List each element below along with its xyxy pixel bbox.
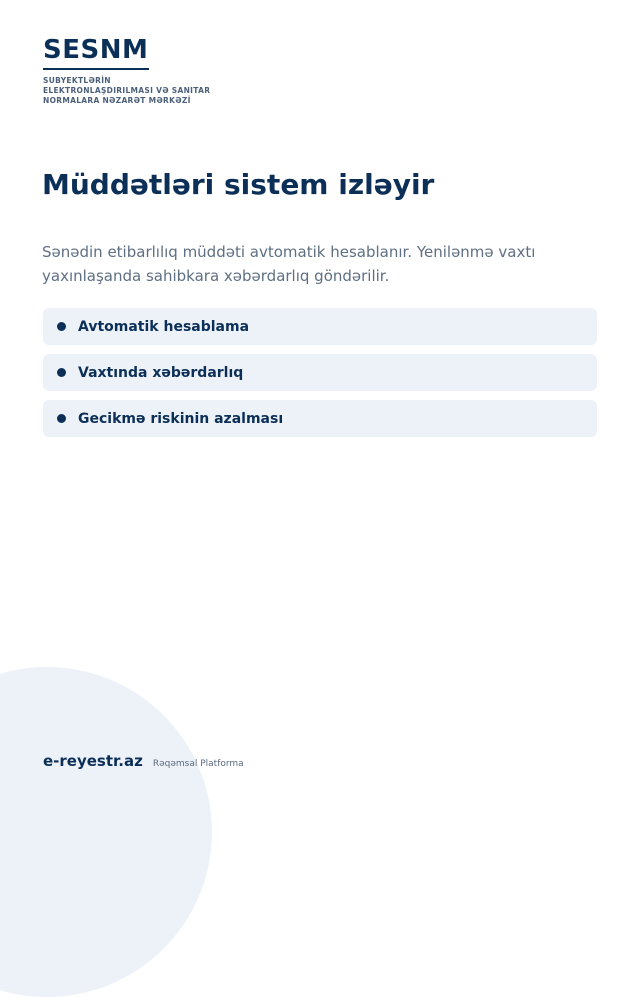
brand-subtitle-line-3: NORMALARA NƏZARƏT MƏRKƏZİ bbox=[43, 96, 191, 105]
brand-header bbox=[43, 34, 210, 106]
page-description: Sənədin etibarlılıq müddəti avtomatik hesablanır. Yenilənmə vaxtı yaxınlaşanda sahibkara xəbərdarlıq göndərilir. bbox=[42, 243, 536, 285]
footer bbox=[43, 752, 244, 770]
bullet-dot-icon bbox=[57, 414, 66, 423]
feature-item-automatic-calculation bbox=[43, 308, 597, 345]
feature-item-timely-warning bbox=[43, 354, 597, 391]
feature-item-reduced-delay-risk bbox=[43, 400, 597, 437]
feature-label: Gecikmə riskinin azalması bbox=[78, 410, 284, 427]
brand-subtitle-line-2: ELEKTRONLAŞDIRILMASI VƏ SANITAR bbox=[43, 86, 211, 95]
brand-subtitle bbox=[43, 76, 210, 106]
feature-label: Vaxtında xəbərdarlıq bbox=[78, 364, 244, 381]
feature-list bbox=[43, 308, 597, 446]
bullet-dot-icon bbox=[57, 368, 66, 377]
decorative-background-circle bbox=[0, 667, 212, 997]
brand-subtitle-line-1: SUBYEKTLƏRİN bbox=[43, 76, 111, 85]
page-title: Müddətləri sistem izləyir bbox=[42, 168, 435, 201]
footer-site-name: e-reyestr.az bbox=[43, 752, 143, 770]
brand-logo-text: SESNM bbox=[43, 34, 149, 70]
bullet-dot-icon bbox=[57, 322, 66, 331]
feature-label: Avtomatik hesablama bbox=[78, 318, 250, 335]
footer-tagline: Rəqəmsal Platforma bbox=[152, 759, 244, 769]
